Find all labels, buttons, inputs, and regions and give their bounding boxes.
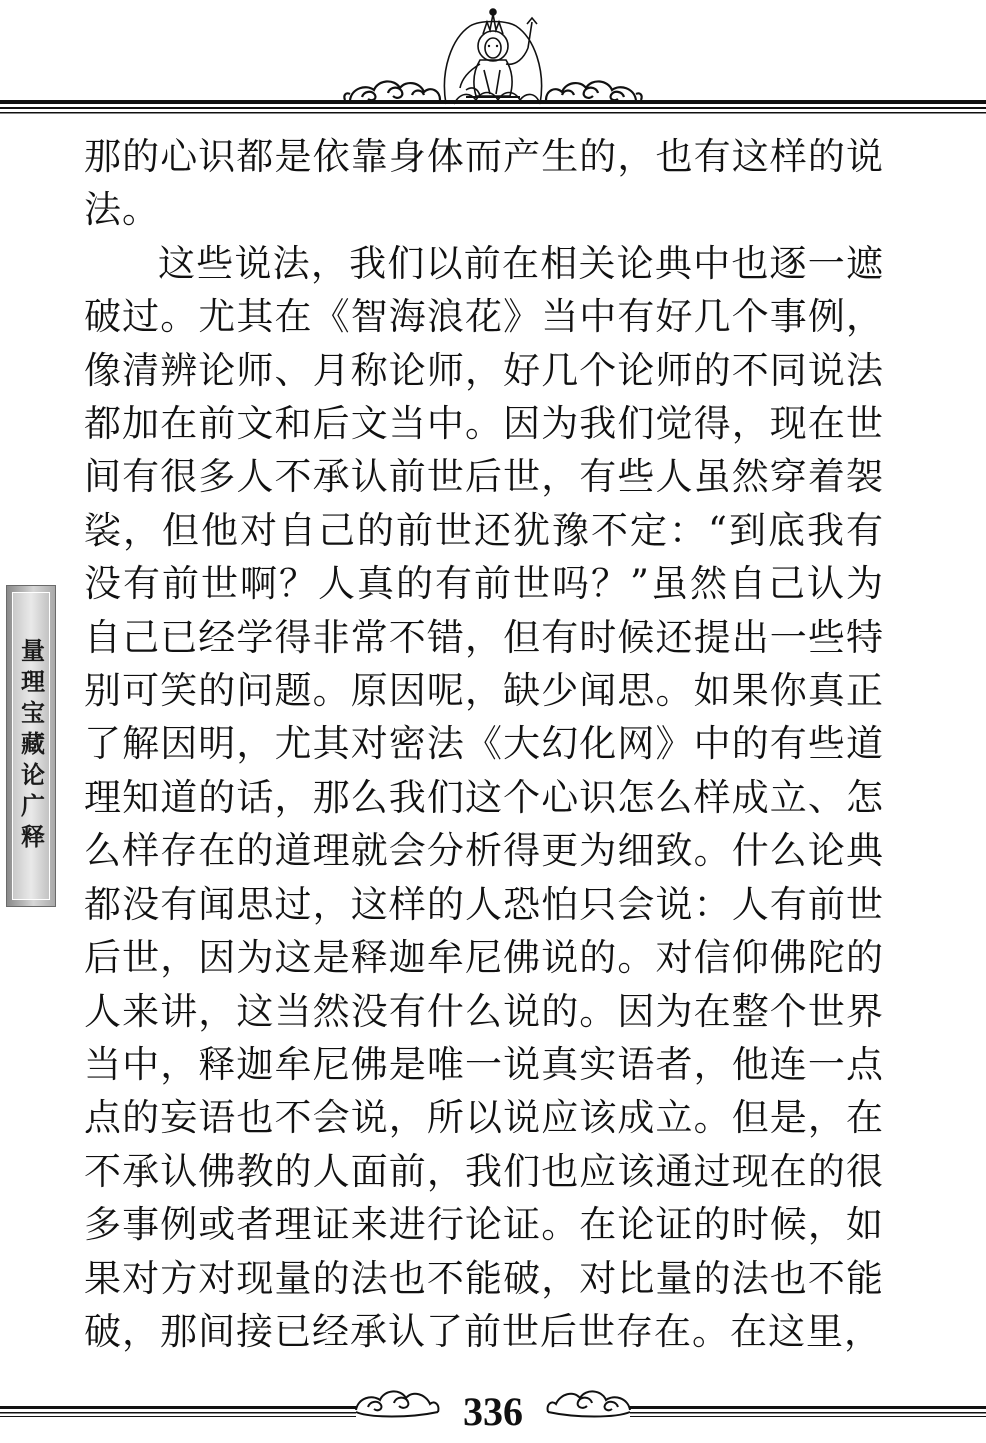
paragraph: 这些说法，我们以前在相关论典中也逐一遮破过。尤其在《智海浪花》当中有好几个事例，像清辨论师、月称论师，好几个论师的不同说法都加在前文和后文当中。因为我们觉得，现在世间有很多人不承认前世后世，有些人虽然穿着袈裟，但他对自己的前世还犹豫不定：“到底我有没有前世啊？人真的有前世吗？”虽然自己认为自己已经学得非常不错，但有时候还提出一些特别可笑的问题。原因呢，缺少闻思。如果你真正了解因明，尤其对密法《大幻化网》中的有些道理知道的话，那么我们这个心识怎么样成立、怎么样存在的道理就会分析得更为细致。什么论典都没有闻思过，这样的人恐怕只会说：人有前世后世，因为这是释迦牟尼佛说的。对信仰佛陀的人来讲，这当然没有什么说的。因为在整个世界当中，释迦牟尼佛是唯一说真实语者，他连一点点的妄语也不会说，所以说应该成立。但是，在不承认佛教的人面前，我们也应该通过现在的很多事例或者理证来进行论证。在论证的时候，如果对方对现量的法也不能破，对比量的法也不能破，那间接已经承认了前世后世存在。在这里， [84,241,884,1353]
paragraph-continued: 那的心识都是依靠身体而产生的，也有这样的说法。 [84,135,884,232]
deity-figure-icon [444,9,541,104]
cloud-scroll-right-icon [546,81,642,100]
page-footer [0,1380,986,1443]
page-number: 336 [463,1389,523,1434]
page-header [0,0,986,130]
cloud-scroll-left-icon [344,81,440,100]
book-title-vertical: 量理宝藏论广释 [16,637,45,855]
footer-cloud-right-icon [548,1391,630,1416]
header-ornament [0,0,986,130]
footer-cloud-left-icon [356,1391,438,1416]
side-tab [6,585,56,907]
side-tab-frame [12,592,50,900]
body-text [84,130,884,1358]
